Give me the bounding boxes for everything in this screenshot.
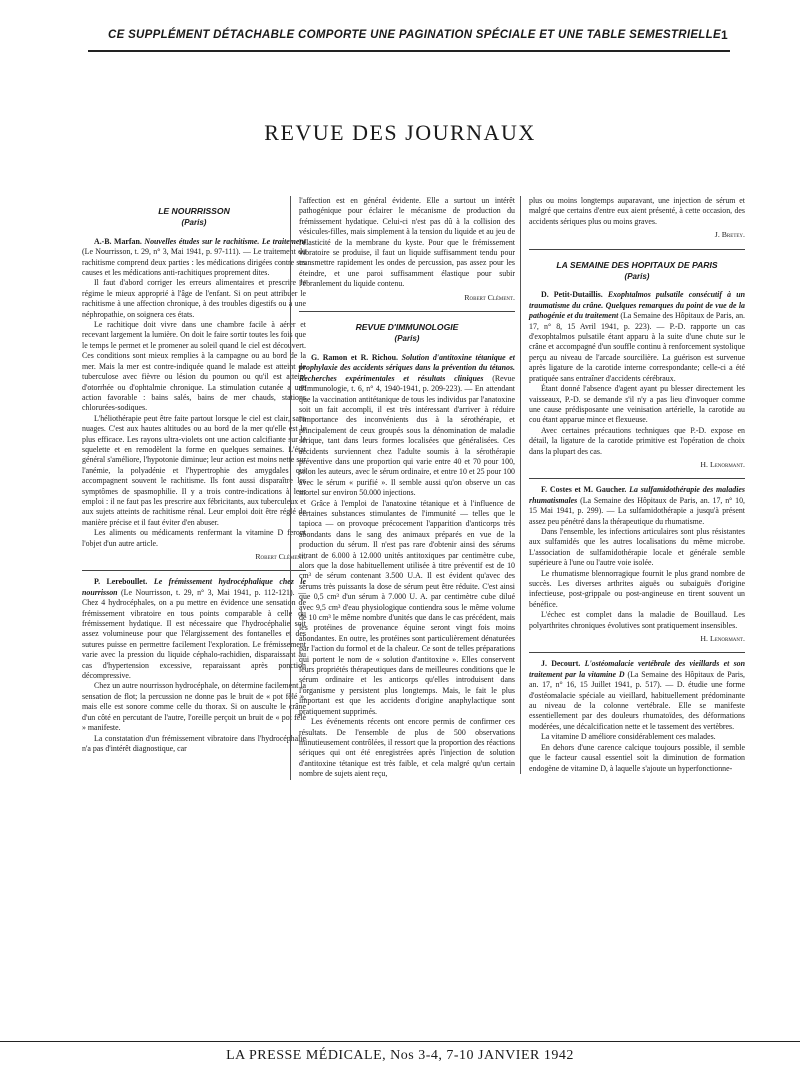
- article-paragraph: L'héliothérapie peut être faite partout lorsque le ciel est clair, sans nuages. C'est aux hautes altitudes ou au bord de la mer qu'elle est le plus efficace. Les rayons ultra-violets ont une action calcifiante sur le squelette et en remodèlent la forme en quelques semaines. L'état général s'améliore, l'hypotonie diminue; leur action est moins nette sur l'anémie, la polyadénie et l'hypertrophie des amygdales qui accompagnent souvent le rachitisme. Ils font aussi disparaître les symptômes de spasmophilie. Il y a trois contre-indications à leur emploi : il ne faut pas les prescrire aux fébricitants, aux tuberculeux et aux sujets atteints de rachitisme rénal. Leur emploi doit être réglé de manière précise et il faut éviter d'en abuser.: [82, 413, 306, 527]
- article-paragraph: L'échec est complet dans la maladie de Bouillaud. Les polyarthrites chroniques évolutives sont pratiquement insensibles.: [529, 610, 745, 630]
- article-title: Nouvelles études sur le rachitisme. Le traitement: [144, 236, 306, 246]
- article-reference: (Le Nourrisson, t. 29, n° 3, Mai 1941, p. 112-121). — Chez 4 hydrocéphales, on a pu mettre en évidence une sensation de frémissement vibratoire en tous points comparable à celle du frémissement hydatique. Il est nécessaire que l'hydrocéphalie soit assez volumineuse pour que l'élargissement des fontanelles et des sutures puisse en permettre facilement l'exploration. Le frémissement varie avec la pression du liquide céphalo-rachidien, disparaissant au cas d'hypertension excessive, reparaissant après ponction décompressive.: [82, 587, 306, 681]
- article-paragraph: Il faut d'abord corriger les erreurs alimentaires et prescrire le régime le mieux approprié à l'âge de l'enfant. Si on peut attribuer le rachitisme à une affection chronique, à des troubles digestifs ou à une néphropathie, on soignera ces états.: [82, 278, 306, 319]
- column-1: [82, 196, 306, 754]
- page-header: [88, 20, 730, 52]
- article-authors: P. Lereboullet.: [94, 577, 148, 587]
- article-paragraph: La constatation d'un frémissement vibratoire dans l'hydrocéphalie n'a pas d'intérêt diagnostique, car: [82, 733, 306, 753]
- article-paragraph: Grâce à l'emploi de l'anatoxine tétanique et à l'influence de certaines substances stimulantes de l'immunité — telles que le tapioca — on provoque précocement l'apparition d'anticorps très abondants dans le sang des animaux préparés en vue de la production du sérum. Il n'est pas rare d'obtenir ainsi des sérums titrant de 6.000 à 12.000 unités antitoxiques par centimètre cube, alors que la dose habituellement utilisée à titre préventif est de 10 cm³ de sérum contenant 3.500 U.A. Il est évident qu'avec des sérums très puissants la dose de sérum peut être réduite. C'est ainsi que 0,5 cm³ d'un sérum à 7.000 U. A. par centimètre cube dilué avec 9,5 cm³ d'eau physiologique contiendra sous le même volume de 10 cm³ le même nombre d'unités que dans le cas précédent, mais les protéines de provenance équine seront vingt fois moins abondantes. En outre, les protéines sont particulièrement dénaturées par l'action du formol et de la chaleur. Ce sont de telles préparations qui portent le nom de « solution d'antitoxine ». Elles conservent leurs propriétés thérapeutiques dans de meilleures conditions que le sérum ordinaire et les anticorps qu'elles introduisent dans l'organisme y persistent plus longtemps. Mais, le fait le plus important est que les accidents d'origine anaphylactique sont pratiquement supprimés.: [299, 498, 515, 716]
- section-heading: REVUE D'IMMUNOLOGIE: [355, 322, 459, 333]
- section-heading: LE NOURRISSON: [158, 206, 230, 216]
- article-signature: Robert Clément.: [255, 552, 306, 561]
- article-continuation: plus ou moins longtemps auparavant, une injection de sérum et malgré que certains d'entre eux aient présenté, à cette occasion, des accidents sériques plus ou moins graves.: [529, 196, 745, 226]
- article-paragraph: Chez un autre nourrisson hydrocéphale, on détermine facilement la sensation de flot; la percussion ne donne pas le bruit de « pot fêlé », mais elle est sonore comme celle du thorax. Si on ausculte le crâne d'un côté en percutant de l'autre, l'oreille perçoit un bruit de « pot fêlé » manifeste.: [82, 681, 306, 733]
- article-entry: [82, 577, 306, 681]
- article-reference: (Revue d'Immunologie, t. 6, n° 4, 1940-1941, p. 209-223). — En attendant que la vaccination antitétanique de tous les individus par l'anatoxine soit un fait accompli, il est très intéressant d'arriver à réduire l'importance des inconvénients dus à la sérothérapie, et principalement de ceux groupés sous la dénomination de maladie sérique, tant dans leurs formes localisées que généralisées. Ces accidents surviennent chez l'adulte soumis à la sérothérapie préventive dans une proportion qui varie entre 40 et 70 pour 100, selon les auteurs, avec le sérum ordinaire, et entre 10 et 25 pour 100 avec le sérum « purifié ». Il semble aussi qu'on observe un cas mortel sur environ 50.000 injections.: [299, 373, 515, 498]
- article-paragraph: Étant donné l'absence d'agent ayant pu blesser directement les vaisseaux, P.-D. se demande s'il n'y a pas lieu d'invoquer comme une cause prédisposante une veinisation artérielle, la carotide au cou étant apparue mince et flexueuse.: [529, 384, 745, 425]
- article-entry: [529, 659, 745, 732]
- article-paragraph: La vitamine D améliore considérablement ces malades.: [541, 732, 716, 742]
- article-entry: [299, 353, 515, 499]
- article-paragraph: En dehors d'une carence calcique toujours possible, il semble que le facteur causal essentiel soit la diminution de formation endogène de vitamine D, à laquelle s'ajoute un hyperfonctionne-: [529, 742, 745, 773]
- article-paragraph: Dans l'ensemble, les infections articulaires sont plus résistantes aux sulfamidés que les autres localisations du même microbe. L'association de sulfamidothérapie locale et générale semble supérieure à l'une ou l'autre voie isolée.: [529, 526, 745, 568]
- article-reference: (La Semaine des Hôpitaux de Paris, an. 17, n° 10, 15 Mai 1941, p. 299). — La sulfamidothérapie a jusqu'à présent assez peu pénétré dans la thérapeutique du rhumatisme.: [529, 495, 745, 526]
- header-notice: CE SUPPLÉMENT DÉTACHABLE COMPORTE UNE PAGINATION SPÉCIALE ET UNE TABLE SEMESTRIELLE: [108, 29, 721, 41]
- article-authors: A.-B. Marfan.: [94, 236, 142, 246]
- article-title: L'ostéomalacie vertébrale des vieillards et son traitement par la vitamine D: [529, 659, 745, 679]
- article-title: Exophtalmos pulsatile consécutif à un traumatisme du crâne. Quelques remarques du point de vue de la pathogénie et du traitement: [529, 290, 745, 321]
- article-reference: (Le Nourrisson, t. 29, n° 3, Mai 1941, p. 97-111). — Le traitement du rachitisme comprend deux parties : les médications dirigées contre ses causes et les médications anti-rachitiques proprement dites.: [82, 247, 306, 278]
- article-title: La sulfamidothérapie des maladies rhumatismales: [529, 485, 745, 505]
- article-reference: (La Semaine des Hôpitaux de Paris, an. 17, n° 16, 15 Juillet 1941, p. 517). — D. étudie une forme d'ostéomalacie spéciale au vieillard, habituellement prédominante au niveau de la colonne vertébrale. Elle se manifeste essentiellement par des douleurs rhumatoïdes, des déformations modérées, une décalcification nette et le tassement des vertèbres.: [529, 669, 745, 731]
- article-paragraph: Le rhumatisme blennorragique fournit le plus grand nombre de succès. Les diverses arthrites aiguës ou subaiguës d'origine infectieuse, post-grippale ou post-angineuse en tirent souvent un bénéfice.: [529, 568, 745, 609]
- article-entry: [529, 485, 745, 527]
- section-city: (Paris): [394, 334, 420, 344]
- article-title: Solution d'antitoxine tétanique et prophylaxie des accidents sériques dans la prévention du tétanos. Recherches expérimentales et résultats cliniques: [299, 352, 515, 383]
- article-signature: H. Lenormant.: [700, 634, 745, 644]
- column-3: [520, 196, 745, 774]
- article-divider: [529, 652, 745, 653]
- article-title: Le frémissement hydrocéphalique chez le nourrisson: [82, 577, 306, 597]
- article-paragraph: Les aliments ou médicaments renfermant la vitamine D feront l'objet d'un autre article.: [82, 528, 306, 548]
- footer-journal-issue: LA PRESSE MÉDICALE, Nos 3-4, 7-10 JANVIER 1942: [226, 1048, 574, 1063]
- article-signature: Robert Clément.: [464, 292, 515, 302]
- page-title: REVUE DES JOURNAUX: [264, 120, 536, 145]
- article-divider: [299, 311, 515, 312]
- article-continuation: l'affection est en général évidente. Elle a surtout un intérêt pathogénique pour éclairer le mécanisme de production du frémissement hydatique. Celui-ci n'est pas dû à la collision des vésicules-filles, mais simplement à la tension du liquide et au jeu de l'élasticité de la membrane du kyste. Pour que le frémissement vibratoire se produise, il faut un liquide suffisamment tendu pour transmettre rapidement les ondes de percussion, pas assez pour les éteindre, et une paroi suffisamment élastique pour subir l'ébranlement du liquide contenu.: [299, 196, 515, 289]
- article-signature: H. Lenormant.: [700, 459, 745, 469]
- page-number: 1: [721, 28, 728, 42]
- article-entry: [529, 290, 745, 384]
- article-paragraph: Les événements récents ont encore permis de confirmer ces résultats. De l'ensemble de plus de 500 observations minutieusement contrôlées, il ressort que la proportion des réactions sériques qui ont été enregistrées après l'injection de solution d'antitoxine tétanique est très faible, et cela malgré qu'un certain nombre de sujets aient reçu,: [299, 717, 515, 779]
- article-authors: D. Petit-Dutaillis.: [541, 290, 603, 300]
- article-reference: (La Semaine des Hôpitaux de Paris, an. 17, n° 8, 15 Avril 1941, p. 223). — P.-D. rapporte un cas d'exophtalmos pulsatile étant apparu à la suite d'une chute sur le crâne et accompagné d'un souffle continu à renforcement systolique perçu au niveau de l'arcade sourcilière. La guérison est survenue après ligature de la carotide interne correspondante; celle-ci a été pratiquée sans entraîner d'accidents cérébraux.: [529, 311, 745, 383]
- article-authors: G. Ramon et R. Richou.: [311, 352, 398, 362]
- article-authors: F. Costes et M. Gaucher.: [541, 485, 627, 495]
- section-heading: LA SEMAINE DES HOPITAUX DE PARIS: [556, 259, 718, 270]
- page-footer: [0, 1041, 800, 1070]
- column-2: [290, 196, 515, 780]
- article-signature: J. Bretey.: [714, 230, 745, 240]
- section-city: (Paris): [624, 272, 650, 282]
- article-paragraph: Avec certaines précautions techniques que P.-D. expose en détail, la ligature de la carotide primitive est l'opération de choix dans la plupart des cas.: [529, 425, 745, 456]
- article-divider: [529, 478, 745, 479]
- article-entry: [82, 237, 306, 279]
- article-authors: J. Decourt.: [541, 659, 581, 669]
- article-paragraph: Le rachitique doit vivre dans une chambre facile à aérer et recevant largement la lumière. On doit le faire sortir toutes les fois que le temps le permet et le promener au soleil quand le ciel est découvert. Ces conditions sont mieux remplies à la campagne ou au bord de la mer. Mais la mer est contre-indiquée quand le malade est atteint de tuberculose avec fièvre ou lésion du poumon ou qu'il est atteint d'otorrhée ou d'ophtalmie chronique. La stimulation cutanée a une action favorable : bains salés, bains de mer chauds, stations chlorurées-sodiques.: [82, 320, 306, 413]
- article-divider: [529, 249, 745, 250]
- article-divider: [82, 570, 306, 571]
- section-city: (Paris): [181, 218, 207, 228]
